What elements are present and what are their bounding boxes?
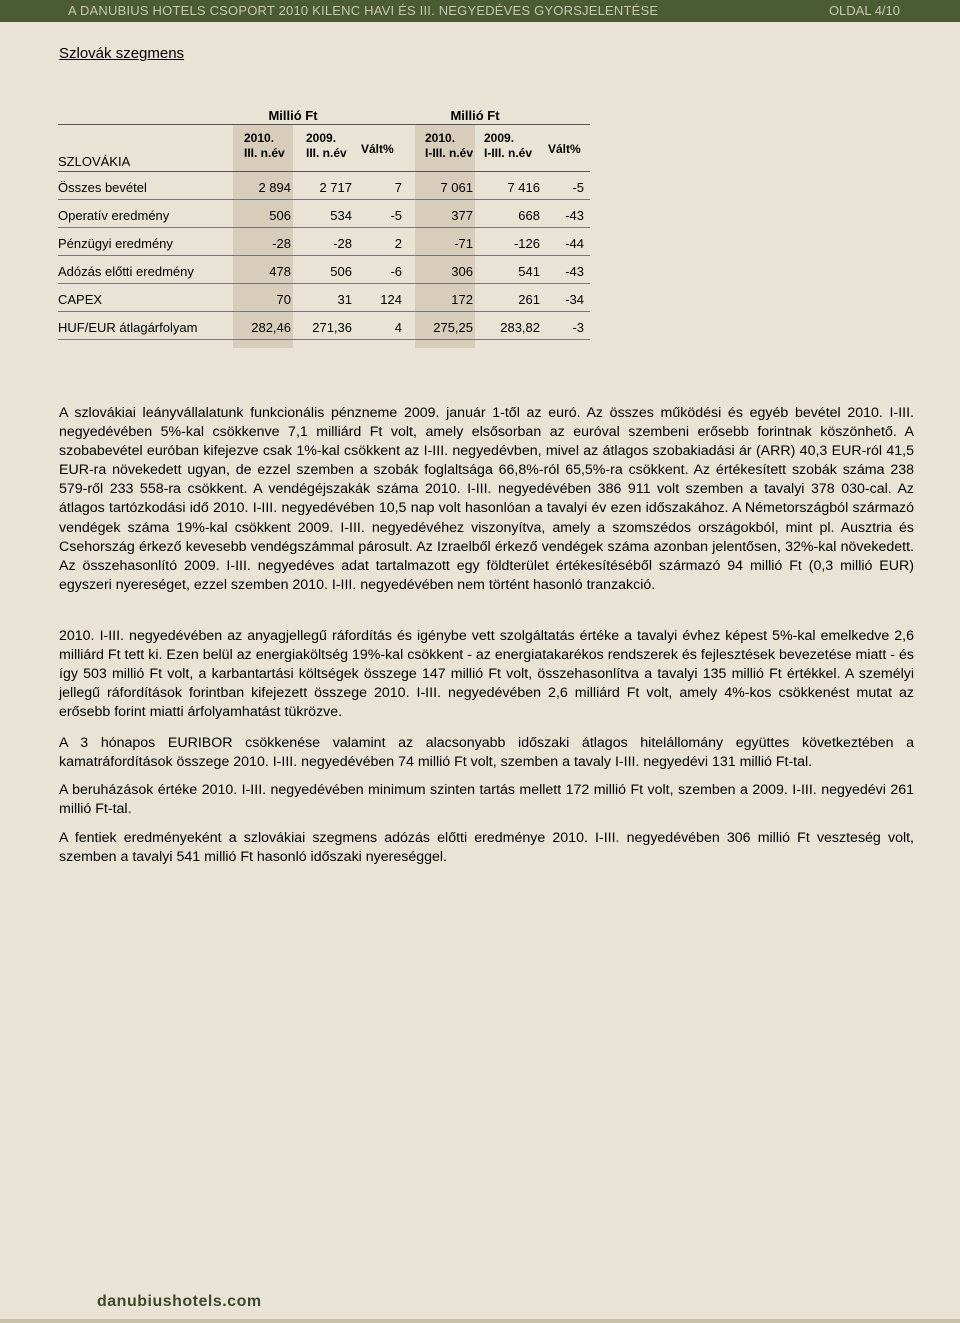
row-rule xyxy=(58,227,590,228)
body-paragraph: A beruházások értéke 2010. I-III. negyedévében minimum szinten tartás mellett 172 millió Ft volt, szemben a 2009. I-III. negyedévi 261 millió Ft-tal. xyxy=(59,782,914,818)
row-rule xyxy=(58,255,590,256)
footer-logo: danubiushotels.com xyxy=(97,1293,262,1310)
footer-bar xyxy=(0,1319,960,1323)
table-cell: -3 xyxy=(572,320,584,335)
row-rule xyxy=(58,199,590,200)
table-cell: 70 xyxy=(276,292,291,307)
table-cell: 271,36 xyxy=(312,320,352,335)
table-cell: -5 xyxy=(572,180,584,195)
table-cell: -28 xyxy=(272,236,291,251)
table-cell: -34 xyxy=(565,292,584,307)
table-cell: 2 717 xyxy=(319,180,352,195)
table-cell: 31 xyxy=(337,292,352,307)
table-cell: 4 xyxy=(394,320,402,335)
table-cell: 306 xyxy=(451,264,473,279)
col-header-change-q3: Vált% xyxy=(361,142,394,156)
table-cell: 377 xyxy=(451,208,473,223)
col-header-2010-q1-3: 2010. I-III. n.év xyxy=(425,131,474,160)
table-cell: 283,82 xyxy=(500,320,540,335)
col-header-change-q1-3: Vált% xyxy=(548,142,581,156)
row-label: Pénzügyi eredmény xyxy=(58,236,173,251)
table-cell: -6 xyxy=(390,264,402,279)
col-header-2009-q3: 2009. III. n.év xyxy=(306,131,347,160)
row-rule xyxy=(58,283,590,284)
slovak-segment-table xyxy=(58,108,590,348)
table-corner-label: SZLOVÁKIA xyxy=(58,154,131,169)
body-paragraph: 2010. I-III. negyedévében az anyagjellegű ráfordítás és igénybe vett szolgáltatás értéke a tavalyi évhez képest 5%-kal emelkedve 2,6 milliárd Ft tett ki. Ezen belül az energiaköltség 19%-kal csökkent - az energiatakarékos rendszerek és fejlesztések bevezetése miatt - és így 503 millió Ft volt, a karbantartási költségek összege 147 millió Ft volt, összehasonlítva a tavalyi 135 millió Ft értékkel. A személyi jellegű ráfordítások forintban kifejezett összege 2010. I-III. negyedévében 2,6 milliárd Ft volt, amely 4%-kos csökkenést mutat az erősebb forint miatti árfolyamhatást tükrözve. xyxy=(59,628,914,721)
table-cell: 506 xyxy=(269,208,291,223)
table-cell: 7 061 xyxy=(440,180,473,195)
table-cell: -28 xyxy=(333,236,352,251)
col-header-2009-q1-3: 2009. I-III. n.év xyxy=(484,131,533,160)
table-cell: 478 xyxy=(269,264,291,279)
row-rule xyxy=(58,339,590,340)
table-cell: -126 xyxy=(513,236,540,251)
table-cell: -43 xyxy=(565,264,584,279)
report-title: A DANUBIUS HOTELS CSOPORT 2010 KILENC HAVI ÉS III. NEGYEDÉVES GYORSJELENTÉSE xyxy=(68,3,659,18)
row-rule xyxy=(58,311,590,312)
table-cell: 534 xyxy=(330,208,352,223)
table-cell: 2 xyxy=(394,236,402,251)
page-number: OLDAL 4/10 xyxy=(828,3,900,18)
page-header-bar xyxy=(0,0,960,22)
group-header-q1-3: Millió Ft xyxy=(450,108,500,123)
table-cell: 7 416 xyxy=(507,180,540,195)
row-label: Operatív eredmény xyxy=(58,208,170,223)
row-label: Összes bevétel xyxy=(58,180,147,195)
body-paragraph: A fentiek eredményeként a szlovákiai szegmens adózás előtti eredménye 2010. I-III. negyedévében 306 millió Ft veszteség volt, szemben a tavalyi 541 millió Ft hasonló időszaki nyereséggel. xyxy=(59,830,914,866)
table-cell: -44 xyxy=(565,236,584,251)
table-cell: 275,25 xyxy=(433,320,473,335)
table-cell: 124 xyxy=(380,292,402,307)
row-label: CAPEX xyxy=(58,292,103,307)
table-cell: 668 xyxy=(518,208,540,223)
table-cell: -71 xyxy=(454,236,473,251)
col-header-2010-q3: 2010. III. n.év xyxy=(244,131,285,160)
table-cell: 7 xyxy=(394,180,402,195)
table-cell: 506 xyxy=(330,264,352,279)
table-cell: 541 xyxy=(518,264,540,279)
header-top-rule xyxy=(58,124,590,125)
table-cell: 282,46 xyxy=(251,320,291,335)
group-header-q3: Millió Ft xyxy=(268,108,318,123)
row-label: HUF/EUR átlagárfolyam xyxy=(58,320,198,335)
table-cell: 2 894 xyxy=(258,180,291,195)
table-cell: -5 xyxy=(390,208,402,223)
section-title: Szlovák szegmens xyxy=(59,45,185,62)
body-paragraph: A 3 hónapos EURIBOR csökkenése valamint az alacsonyabb időszaki átlagos hitelállomány együttes következtében a kamatráfordítások összege 2010. I-III. negyedévében 74 millió Ft volt, szemben a tavaly I-III. negyedévi 131 millió Ft-tal. xyxy=(59,735,914,771)
table-cell: 261 xyxy=(518,292,540,307)
table-cell: 172 xyxy=(451,292,473,307)
table-cell: -43 xyxy=(565,208,584,223)
header-bottom-rule xyxy=(58,171,590,172)
body-paragraph: A szlovákiai leányvállalatunk funkcionális pénzneme 2009. január 1-től az euró. Az összes működési és egyéb bevétel 2010. I-III. negyedévében 5%-kal csökkenve 7,1 milliárd Ft volt, amely elsősorban az euróval szembeni erősebb forintnak köszönhető. A szobabevétel euróban kifejezve csak 1%-kal csökkent az I-III. negyedévben, mivel az átlagos szobakiadási ár (ARR) 40,3 EUR-ról 41,5 EUR-ra növekedett ugyan, de ezzel szemben a szobák foglaltsága 66,8%-ról 65,5%-ra csökkent. Az értékesített szobák száma 238 579-ről 233 558-ra csökkent. A vendégéjszakák száma 2010. I-III. negyedévében 386 911 volt szemben a tavalyi 378 030-cal. Az átlagos tartózkodási idő 2010. I-III. negyedévében 10,5 nap volt hasonlóan a tavalyi év ezen időszakához. A Németországból származó vendégek száma 19%-kal csökkent 2009. I-III. negyedévéhez viszonyítva, amely a szomszédos országokból, mint pl. Ausztria és Csehország érkező kevesebb vendégszámmal párosult. Az Izraelből érkező vendégek száma azonban jelentősen, 32%-kal növekedett. Az összehasonlító 2009. I-III. negyedéves adat tartalmazott egy földterület értékesítéséből származó 94 millió Ft (0,3 millió EUR) egyszeri nyereséget, ezzel szemben 2010. I-III. negyedévében nem történt hasonló tranzakció. xyxy=(59,405,914,593)
row-label: Adózás előtti eredmény xyxy=(58,264,194,279)
